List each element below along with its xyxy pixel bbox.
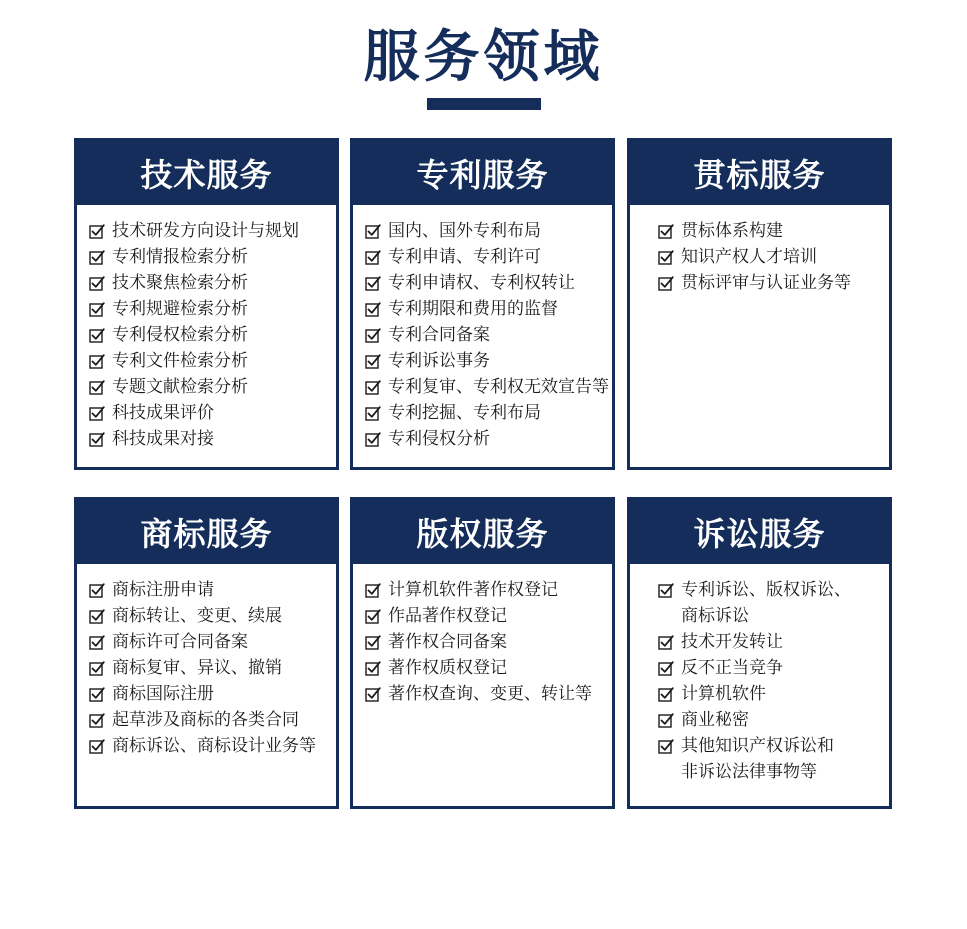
list-item <box>365 218 612 244</box>
list-item <box>658 733 889 785</box>
checked-box-icon <box>89 608 105 624</box>
list-item-text: 专利规避检索分析 <box>112 299 248 319</box>
list-item-text: 专利合同备案 <box>388 325 490 345</box>
list-item <box>89 629 336 655</box>
list-item <box>89 218 336 244</box>
checked-box-icon <box>89 634 105 650</box>
list-item <box>89 426 336 452</box>
title-underline <box>427 98 541 110</box>
list-item-text: 科技成果对接 <box>112 429 214 449</box>
checked-box-icon <box>365 301 381 317</box>
list-item-text: 专利期限和费用的监督 <box>388 299 558 319</box>
card-standard-service <box>627 138 892 470</box>
checked-box-icon <box>89 327 105 343</box>
list-item <box>89 707 336 733</box>
checked-box-icon <box>89 431 105 447</box>
list-item-text: 商标国际注册 <box>112 684 214 704</box>
list-item-text: 专利侵权分析 <box>388 429 490 449</box>
list-item-text: 专利诉讼事务 <box>388 351 490 371</box>
list-item-text: 商标诉讼、商标设计业务等 <box>112 736 316 756</box>
list-item <box>365 374 612 400</box>
service-list <box>77 205 336 452</box>
list-item-text: 专利情报检索分析 <box>112 247 248 267</box>
list-item <box>89 655 336 681</box>
list-item-text: 商标复审、异议、撤销 <box>112 658 282 678</box>
list-item-text: 著作权质权登记 <box>388 658 507 678</box>
list-item-text: 著作权查询、变更、转让等 <box>388 684 592 704</box>
list-item-text: 起草涉及商标的各类合同 <box>112 710 299 730</box>
checked-box-icon <box>365 431 381 447</box>
list-item <box>89 681 336 707</box>
list-item <box>658 681 889 707</box>
list-item-text: 技术研发方向设计与规划 <box>112 221 299 241</box>
checked-box-icon <box>365 634 381 650</box>
list-item <box>89 400 336 426</box>
checked-box-icon <box>89 405 105 421</box>
checked-box-icon <box>365 275 381 291</box>
list-item-text: 技术聚焦检索分析 <box>112 273 248 293</box>
card-tech-service <box>74 138 339 470</box>
checked-box-icon <box>658 738 674 754</box>
list-item-text: 专利侵权检索分析 <box>112 325 248 345</box>
checked-box-icon <box>89 223 105 239</box>
list-item-text: 商标注册申请 <box>112 580 214 600</box>
list-item-text: 科技成果评价 <box>112 403 214 423</box>
list-item-text: 专利挖掘、专利布局 <box>388 403 541 423</box>
checked-box-icon <box>365 327 381 343</box>
list-item-text: 技术开发转让 <box>681 632 783 652</box>
list-item-text: 知识产权人才培训 <box>681 247 817 267</box>
list-item-text: 商标许可合同备案 <box>112 632 248 652</box>
checked-box-icon <box>89 660 105 676</box>
list-item-text: 反不正当竞争 <box>681 658 783 678</box>
list-item-text: 专题文献检索分析 <box>112 377 248 397</box>
list-item <box>365 296 612 322</box>
checked-box-icon <box>365 686 381 702</box>
checked-box-icon <box>89 582 105 598</box>
list-item <box>365 681 612 707</box>
list-item-text: 商标转让、变更、续展 <box>112 606 282 626</box>
list-item-text: 计算机软件 <box>681 684 766 704</box>
service-list <box>353 205 612 452</box>
card-copyright-service <box>350 497 615 809</box>
list-item-line: 专利诉讼、版权诉讼、 <box>681 580 851 600</box>
list-item <box>365 603 612 629</box>
list-item-text: 专利申请权、专利权转让 <box>388 273 575 293</box>
list-item-text: 作品著作权登记 <box>388 606 507 626</box>
list-item <box>658 707 889 733</box>
checked-box-icon <box>365 582 381 598</box>
list-item-text: 贯标评审与认证业务等 <box>681 273 851 293</box>
checked-box-icon <box>658 634 674 650</box>
card-title: 技术服务 <box>77 141 336 205</box>
list-item <box>89 348 336 374</box>
list-item <box>658 655 889 681</box>
checked-box-icon <box>365 608 381 624</box>
card-litigation-service <box>627 497 892 809</box>
checked-box-icon <box>365 223 381 239</box>
checked-box-icon <box>658 275 674 291</box>
list-item-text <box>681 577 851 629</box>
checked-box-icon <box>89 353 105 369</box>
checked-box-icon <box>89 379 105 395</box>
card-title: 版权服务 <box>353 500 612 564</box>
list-item <box>89 296 336 322</box>
list-item <box>365 322 612 348</box>
card-title: 专利服务 <box>353 141 612 205</box>
checked-box-icon <box>658 249 674 265</box>
card-title: 诉讼服务 <box>630 500 889 564</box>
checked-box-icon <box>89 275 105 291</box>
checked-box-icon <box>658 660 674 676</box>
checked-box-icon <box>89 686 105 702</box>
checked-box-icon <box>658 582 674 598</box>
list-item <box>365 400 612 426</box>
checked-box-icon <box>365 353 381 369</box>
service-list <box>77 564 336 759</box>
list-item <box>365 426 612 452</box>
list-item <box>89 322 336 348</box>
card-title: 商标服务 <box>77 500 336 564</box>
list-item <box>658 629 889 655</box>
checked-box-icon <box>365 405 381 421</box>
list-item-text: 国内、国外专利布局 <box>388 221 541 241</box>
list-item-text: 商业秘密 <box>681 710 749 730</box>
list-item-text: 专利申请、专利许可 <box>388 247 541 267</box>
list-item <box>365 655 612 681</box>
list-item <box>89 603 336 629</box>
list-item-text: 贯标体系构建 <box>681 221 783 241</box>
checked-box-icon <box>89 301 105 317</box>
list-item <box>658 270 889 296</box>
checked-box-icon <box>658 686 674 702</box>
list-item <box>658 577 889 629</box>
list-item <box>365 244 612 270</box>
page-title: 服务领域 <box>363 25 604 90</box>
list-item-text: 计算机软件著作权登记 <box>388 580 558 600</box>
card-trademark-service <box>74 497 339 809</box>
list-item <box>89 244 336 270</box>
list-item-text: 著作权合同备案 <box>388 632 507 652</box>
service-list <box>630 564 889 785</box>
list-item <box>365 348 612 374</box>
list-item <box>89 374 336 400</box>
list-item-text: 专利文件检索分析 <box>112 351 248 371</box>
checked-box-icon <box>658 712 674 728</box>
list-item <box>658 244 889 270</box>
list-item <box>89 270 336 296</box>
checked-box-icon <box>658 223 674 239</box>
checked-box-icon <box>89 712 105 728</box>
list-item-line: 非诉讼法律事物等 <box>681 762 817 782</box>
card-title: 贯标服务 <box>630 141 889 205</box>
list-item-line: 商标诉讼 <box>681 606 749 626</box>
list-item <box>658 218 889 244</box>
list-item <box>89 577 336 603</box>
service-list <box>630 205 889 296</box>
list-item <box>365 270 612 296</box>
checked-box-icon <box>365 660 381 676</box>
list-item-text <box>681 733 834 785</box>
list-item-text: 专利复审、专利权无效宣告等 <box>388 377 609 397</box>
checked-box-icon <box>365 379 381 395</box>
checked-box-icon <box>89 249 105 265</box>
service-list <box>353 564 612 707</box>
checked-box-icon <box>89 738 105 754</box>
list-item <box>365 577 612 603</box>
list-item <box>365 629 612 655</box>
checked-box-icon <box>365 249 381 265</box>
list-item-line: 其他知识产权诉讼和 <box>681 736 834 756</box>
card-patent-service <box>350 138 615 470</box>
list-item <box>89 733 336 759</box>
